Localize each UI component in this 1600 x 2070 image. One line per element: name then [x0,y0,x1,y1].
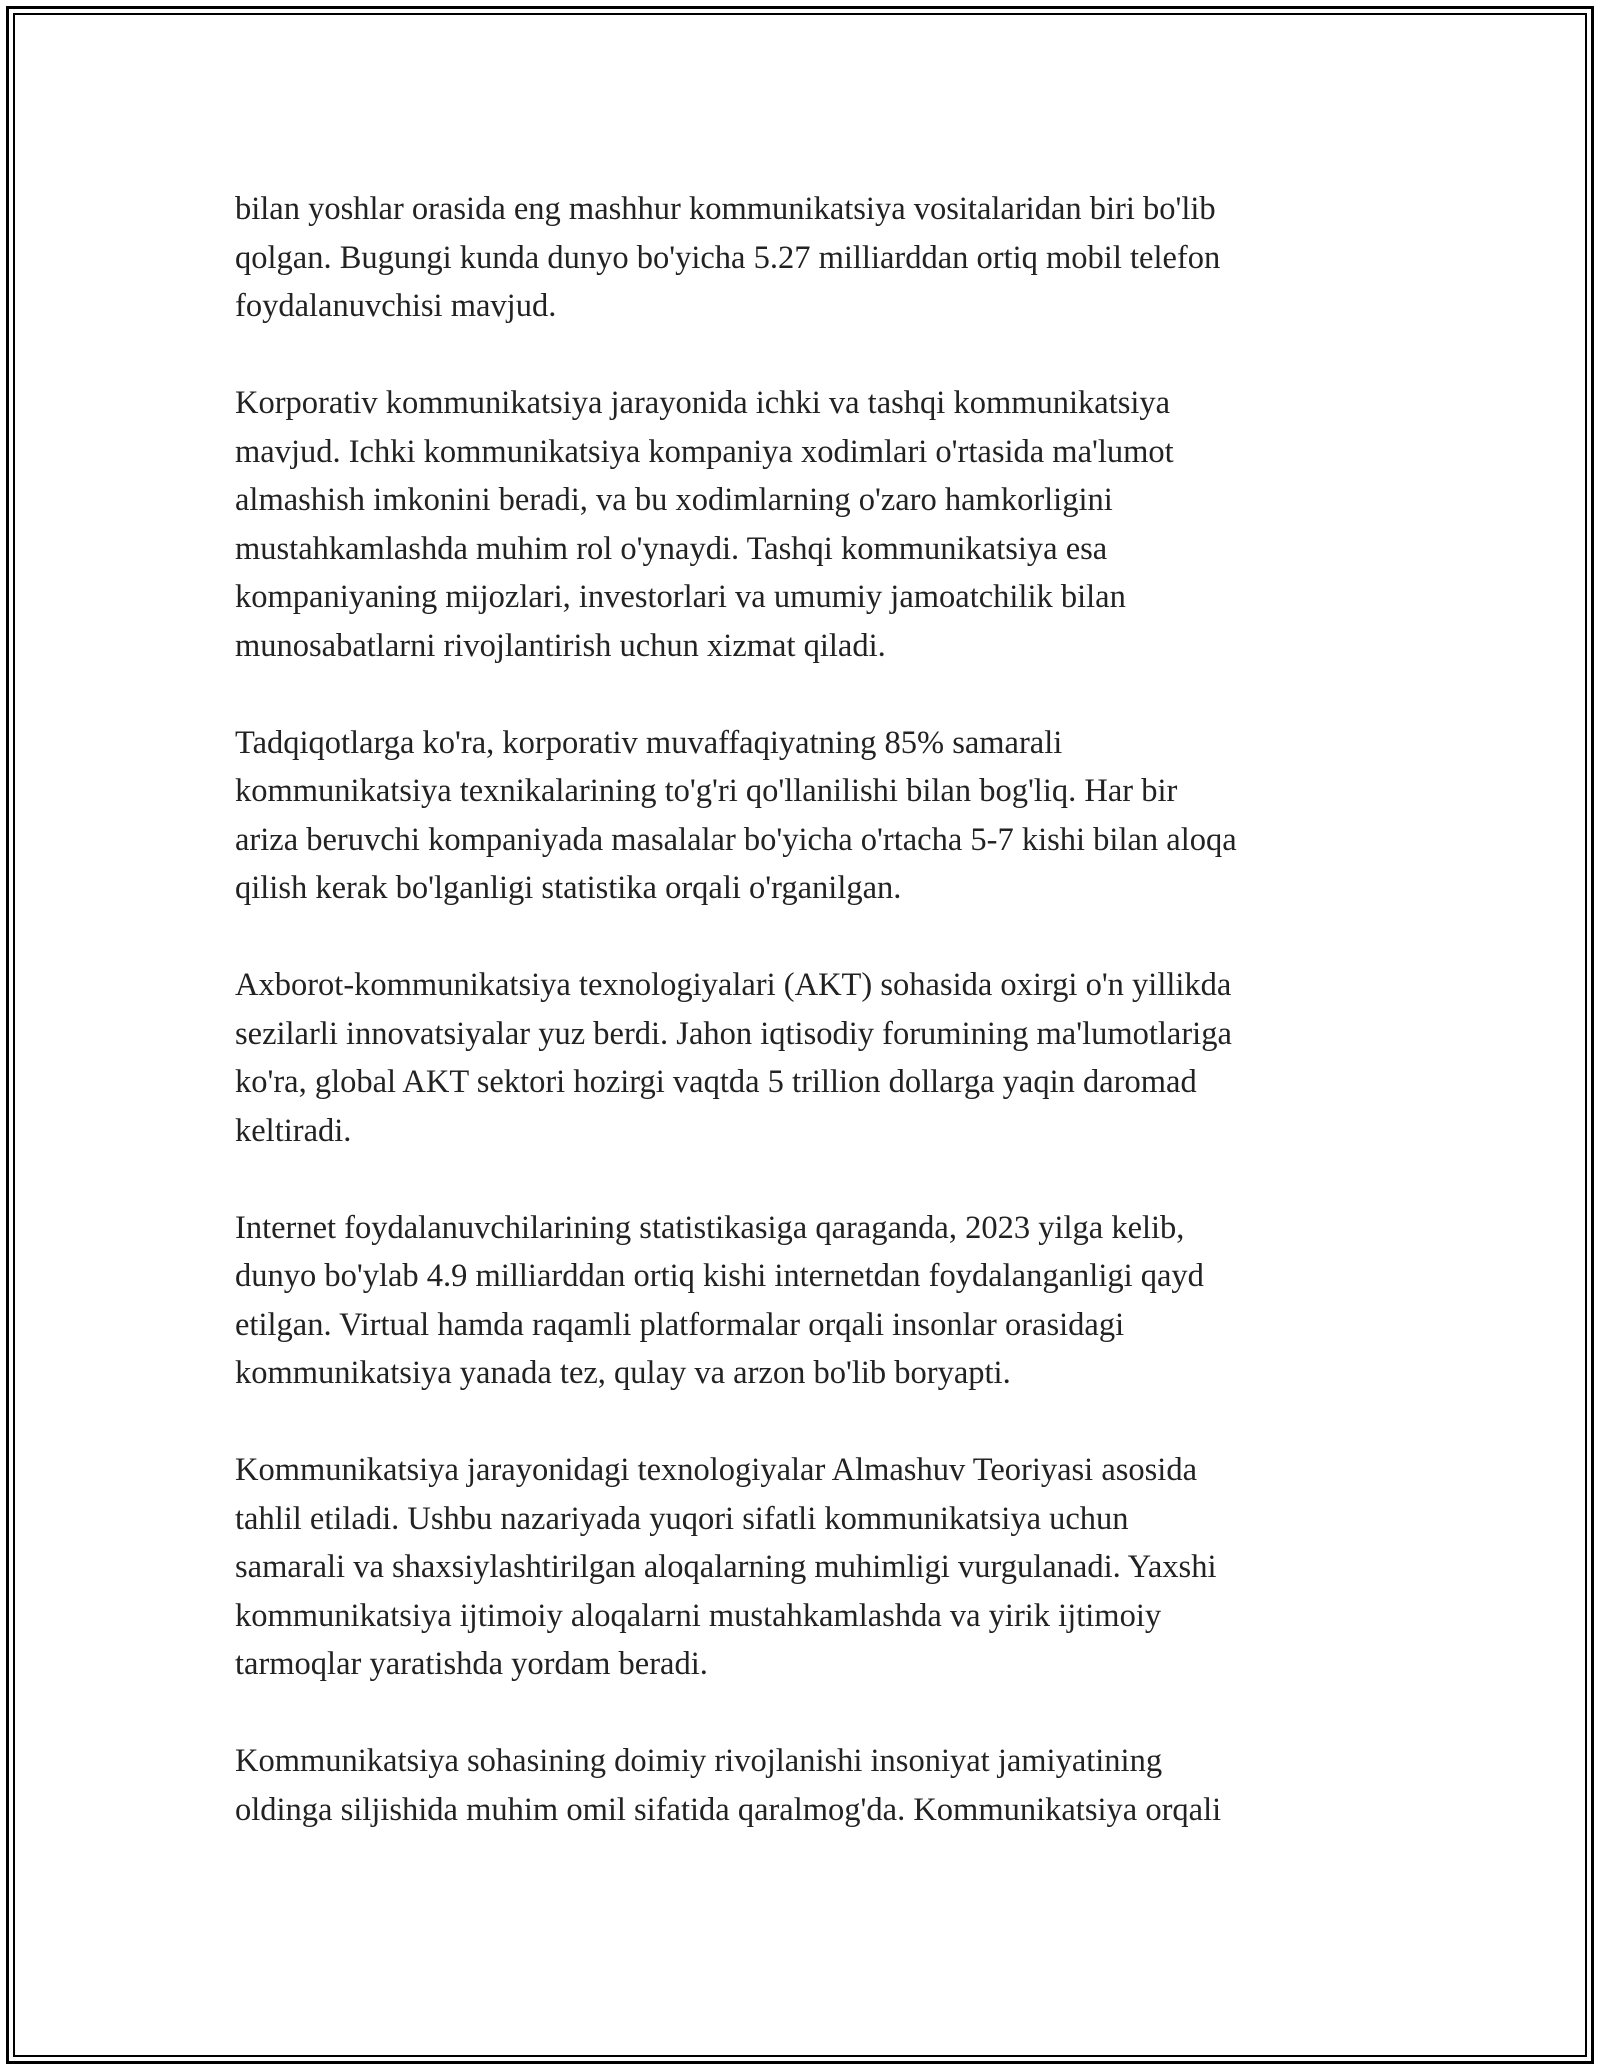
paragraph-4 [235,961,1385,1155]
text-line: mavjud. Ichki kommunikatsiya kompaniya xodimlari o'rtasida ma'lumot [235,433,1174,470]
text-line: munosabatlarni rivojlantirish uchun xizmat qiladi. [235,627,886,664]
text-line: ko'ra, global AKT sektori hozirgi vaqtda 5 trillion dollarga yaqin daromad [235,1064,1197,1100]
text-line: almashish imkonini beradi, va bu xodimlarning o'zaro hamkorligini [235,482,1113,518]
text-line: kommunikatsiya yanada tez, qulay va arzon bo'lib boryapti. [235,1355,1011,1391]
document-body [235,185,1385,1883]
text-line: kommunikatsiya texnikalarining to'g'ri qo'llanilishi bilan bog'liq. Har bir [235,773,1178,809]
text-line: Korporativ kommunikatsiya jarayonida ichki va tashqi kommunikatsiya [235,385,1171,421]
text-line: Kommunikatsiya jarayonidagi texnologiyalar Almashuv Teoriyasi asosida [235,1452,1198,1488]
text-line: Axborot-kommunikatsiya texnologiyalari (AKT) sohasida oxirgi o'n yillikda [235,967,1232,1003]
paragraph-3 [235,719,1385,913]
text-line: etilgan. Virtual hamda raqamli platformalar orqali insonlar orasidagi [235,1306,1125,1343]
paragraph-6 [235,1446,1385,1689]
text-line: bilan yoshlar orasida eng mashhur kommunikatsiya vositalaridan biri bo'lib [235,191,1216,227]
text-line: dunyo bo'ylab 4.9 milliarddan ortiq kishi internetdan foydalanganligi qayd [235,1258,1204,1294]
text-line: mustahkamlashda muhim rol o'ynaydi. Tashqi kommunikatsiya esa [235,530,1108,567]
text-line: qilish kerak bo'lganligi statistika orqali o'rganilgan. [235,870,902,906]
text-line: qolgan. Bugungi kunda dunyo bo'yicha 5.27 milliarddan ortiq mobil telefon [235,239,1221,276]
text-line: samarali va shaxsiylashtirilgan aloqalarning muhimligi vurgulanadi. Yaxshi [235,1549,1217,1585]
paragraph-2 [235,379,1385,670]
paragraph-7 [235,1737,1385,1834]
text-line: oldinga siljishida muhim omil sifatida qaralmog'da. Kommunikatsiya orqali [235,1791,1222,1828]
text-line: sezilarli innovatsiyalar yuz berdi. Jahon iqtisodiy forumining ma'lumotlariga [235,1015,1232,1052]
text-line: kompaniyaning mijozlari, investorlari va umumiy jamoatchilik bilan [235,579,1126,615]
text-line: tarmoqlar yaratishda yordam beradi. [235,1646,708,1682]
text-line: ariza beruvchi kompaniyada masalalar bo'yicha o'rtacha 5-7 kishi bilan aloqa [235,821,1237,858]
text-line: kommunikatsiya ijtimoiy aloqalarni mustahkamlashda va yirik ijtimoiy [235,1597,1162,1634]
paragraph-1 [235,185,1385,331]
text-line: Internet foydalanuvchilarining statistikasiga qaraganda, 2023 yilga kelib, [235,1209,1185,1246]
text-line: Tadqiqotlarga ko'ra, korporativ muvaffaqiyatning 85% samarali [235,724,1063,761]
paragraph-5 [235,1204,1385,1398]
text-line: Kommunikatsiya sohasining doimiy rivojlanishi insoniyat jamiyatining [235,1743,1163,1779]
text-line: foydalanuvchisi mavjud. [235,288,557,324]
text-line: keltiradi. [235,1112,352,1149]
text-line: tahlil etiladi. Ushbu nazariyada yuqori sifatli kommunikatsiya uchun [235,1500,1129,1537]
